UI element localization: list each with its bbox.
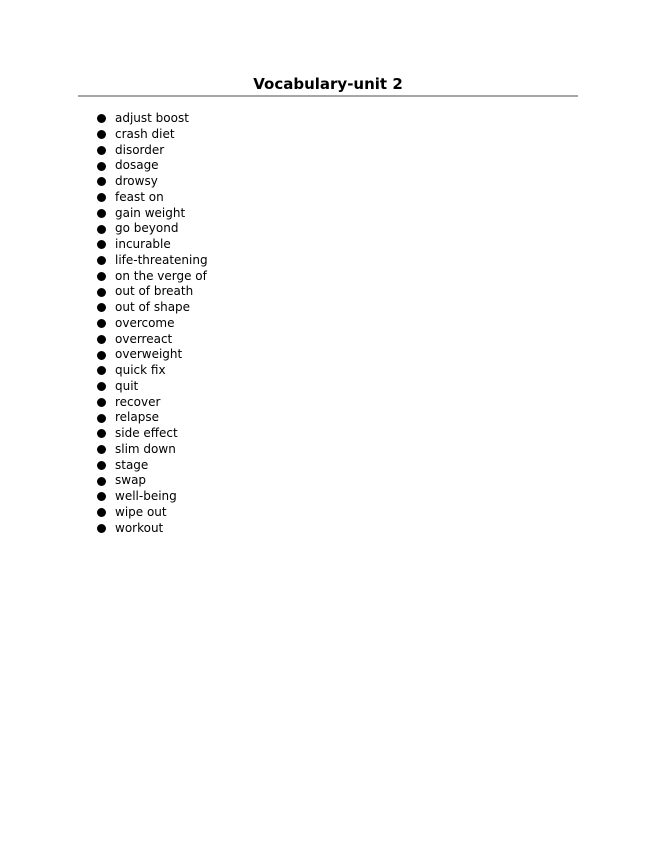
vocab-word: incurable: [115, 237, 171, 251]
vocab-word: disorder: [115, 142, 165, 157]
vocab-word: on the verge of: [115, 268, 207, 283]
list-item: [95, 316, 208, 332]
vocab-word: recover: [115, 394, 161, 409]
list-item: [95, 395, 208, 411]
list-item: [95, 284, 208, 300]
list-item: [95, 363, 208, 379]
vocab-word: gain weight: [115, 205, 186, 220]
list-item: [95, 332, 208, 348]
bullet-icon: [97, 398, 106, 407]
bullet-icon: [97, 130, 106, 139]
vocab-word: wipe out: [115, 504, 167, 519]
list-item: [95, 473, 208, 489]
bullet-icon: [97, 193, 106, 202]
bullet-icon: [97, 461, 106, 470]
list-item: [95, 237, 208, 253]
list-item: [95, 505, 208, 521]
list-item: [95, 426, 208, 442]
vocab-word: quick fix: [115, 363, 166, 377]
bullet-icon: [97, 177, 106, 186]
bullet-icon: [97, 351, 106, 360]
list-item: [95, 221, 208, 237]
bullet-icon: [97, 445, 106, 454]
list-item: [95, 253, 208, 269]
list-item: [95, 127, 208, 143]
vocabulary-list: [95, 111, 208, 536]
bullet-icon: [97, 256, 106, 265]
list-item: [95, 489, 208, 505]
list-item: [95, 458, 208, 474]
vocab-word: stage: [115, 457, 149, 472]
list-item: [95, 347, 208, 363]
list-item: [95, 158, 208, 174]
vocab-word: drowsy: [115, 174, 158, 188]
vocab-word: go beyond: [115, 221, 179, 236]
vocab-word: adjust boost: [115, 111, 189, 125]
vocab-word: side effect: [115, 426, 178, 440]
bullet-icon: [97, 225, 106, 234]
bullet-icon: [97, 272, 106, 281]
bullet-icon: [97, 366, 106, 375]
bullet-icon: [97, 508, 106, 517]
bullet-icon: [97, 429, 106, 438]
bullet-icon: [97, 240, 106, 249]
title-divider: [78, 95, 578, 97]
vocab-word: crash diet: [115, 126, 175, 141]
vocab-word: dosage: [115, 158, 159, 173]
list-item: [95, 206, 208, 222]
bullet-icon: [97, 414, 106, 423]
list-item: [95, 269, 208, 285]
list-item: [95, 190, 208, 206]
vocab-word: workout: [115, 520, 164, 535]
list-item: [95, 379, 208, 395]
bullet-icon: [97, 382, 106, 391]
bullet-icon: [97, 477, 106, 486]
vocab-word: quit: [115, 378, 139, 393]
list-item: [95, 442, 208, 458]
list-item: [95, 143, 208, 159]
bullet-icon: [97, 524, 106, 533]
bullet-icon: [97, 288, 106, 297]
vocab-word: overweight: [115, 347, 183, 362]
list-item: [95, 174, 208, 190]
list-item: [95, 111, 208, 127]
vocab-word: slim down: [115, 441, 176, 456]
bullet-icon: [97, 162, 106, 171]
list-item: [95, 410, 208, 426]
bullet-icon: [97, 114, 106, 123]
vocab-word: overreact: [115, 331, 173, 346]
vocab-word: relapse: [115, 410, 159, 425]
document-title: Vocabulary-unit 2: [253, 75, 403, 93]
vocab-word: life-threatening: [115, 252, 208, 267]
list-item: [95, 300, 208, 316]
bullet-icon: [97, 303, 106, 312]
vocab-word: feast on: [115, 189, 164, 204]
vocab-word: well-being: [115, 489, 177, 503]
vocab-word: out of breath: [115, 284, 194, 299]
bullet-icon: [97, 492, 106, 501]
bullet-icon: [97, 335, 106, 344]
vocab-word: out of shape: [115, 300, 191, 314]
vocab-word: overcome: [115, 315, 175, 330]
bullet-icon: [97, 209, 106, 218]
bullet-icon: [97, 319, 106, 328]
list-item: [95, 521, 208, 537]
bullet-icon: [97, 146, 106, 155]
vocab-word: swap: [115, 473, 147, 488]
